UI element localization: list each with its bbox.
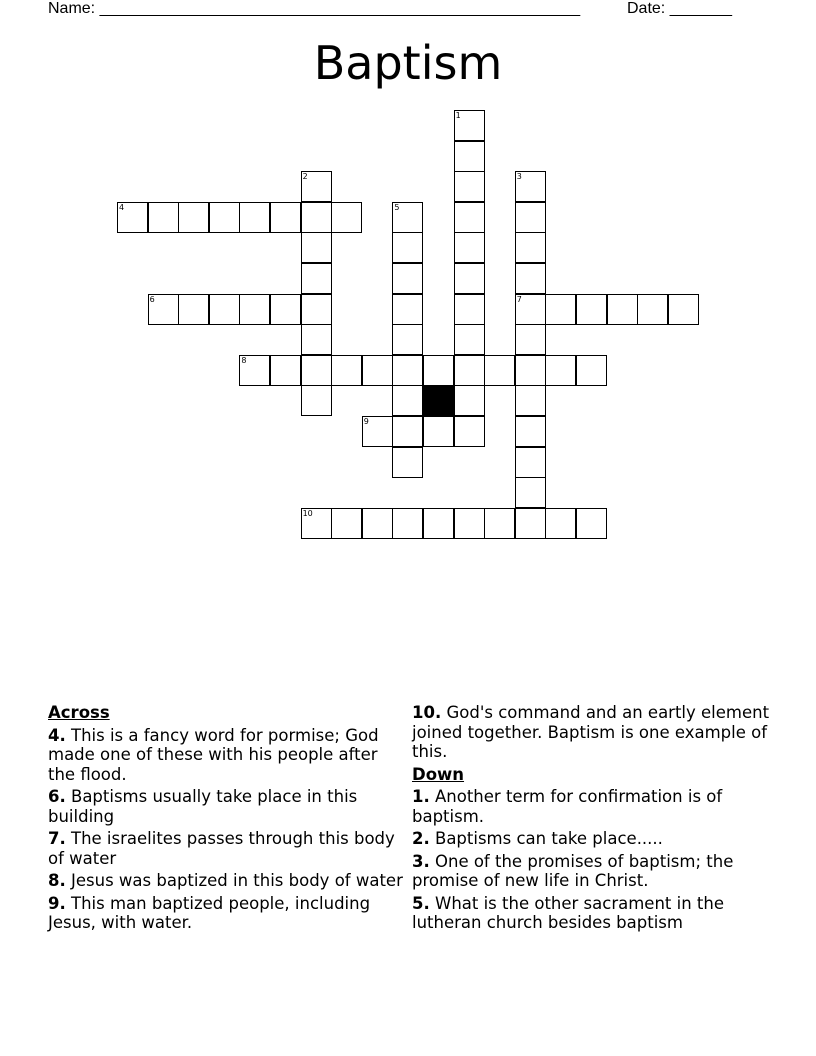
name-field[interactable]: Name: ______________________________________________________	[48, 0, 581, 17]
grid-cell[interactable]	[392, 447, 423, 478]
grid-cell[interactable]	[209, 294, 240, 325]
clue-down-5	[412, 894, 782, 933]
grid-cell[interactable]	[301, 324, 332, 355]
grid-cell[interactable]	[392, 508, 423, 539]
clue-number: 3.	[412, 851, 430, 871]
grid-cell[interactable]	[331, 202, 362, 233]
clue-text: Baptisms can take place.....	[435, 829, 663, 848]
clue-text: Another term for confirmation is of baptism.	[412, 787, 723, 826]
grid-cell[interactable]	[392, 294, 423, 325]
grid-cell[interactable]	[362, 508, 393, 539]
grid-cell[interactable]	[392, 324, 423, 355]
clue-down-2	[412, 829, 782, 849]
grid-cell[interactable]	[515, 294, 546, 325]
clue-number: 6.	[48, 787, 66, 806]
grid-cell[interactable]	[392, 416, 423, 447]
grid-cell[interactable]	[454, 355, 485, 386]
grid-cell[interactable]	[331, 355, 362, 386]
clue-across-6	[48, 787, 403, 826]
clue-across-9	[48, 894, 403, 933]
grid-cell[interactable]	[515, 477, 546, 508]
grid-cell[interactable]	[423, 355, 454, 386]
grid-cell[interactable]	[576, 294, 607, 325]
grid-cell[interactable]	[515, 232, 546, 263]
cell-number: 1	[455, 111, 461, 120]
grid-cell[interactable]	[515, 324, 546, 355]
grid-cell[interactable]	[515, 202, 546, 233]
clues-column-left	[48, 703, 403, 936]
grid-cell[interactable]	[454, 416, 485, 447]
grid-cell[interactable]	[270, 355, 301, 386]
clue-number: 8.	[48, 871, 66, 890]
grid-cell[interactable]	[515, 171, 546, 202]
grid-cell[interactable]	[454, 110, 485, 141]
cell-number: 7	[516, 294, 522, 304]
down-heading: Down	[412, 764, 465, 784]
grid-cell[interactable]	[239, 202, 270, 233]
clue-number: 5.	[412, 893, 430, 913]
grid-cell[interactable]	[515, 355, 546, 386]
clue-across-4	[48, 726, 403, 785]
grid-cell[interactable]	[301, 294, 332, 325]
clue-text: God's command and an eartly element joined together. Baptism is one example of this.	[412, 703, 770, 761]
grid-cell[interactable]	[392, 263, 423, 294]
grid-cell[interactable]	[515, 263, 546, 294]
grid-block	[423, 385, 454, 416]
grid-cell[interactable]	[515, 385, 546, 416]
cell-number: 8	[241, 355, 247, 365]
grid-cell[interactable]	[576, 508, 607, 539]
clues-column-right	[412, 703, 782, 936]
grid-cell[interactable]	[392, 355, 423, 386]
clue-number: 7.	[48, 829, 66, 848]
clue-text: This is a fancy word for pormise; God made one of these with his people after the flood.	[48, 725, 379, 784]
clue-number: 9.	[48, 893, 66, 913]
grid-cell[interactable]	[484, 508, 515, 539]
grid-cell[interactable]	[668, 294, 699, 325]
grid-cell[interactable]	[301, 171, 332, 202]
clue-number: 10.	[412, 703, 442, 722]
grid-cell[interactable]	[423, 508, 454, 539]
grid-cell[interactable]	[484, 355, 515, 386]
clue-text: This man baptized people, including Jesus, with water.	[48, 893, 371, 932]
clue-text: One of the promises of baptism; the promise of new life in Christ.	[412, 851, 734, 890]
grid-cell[interactable]	[270, 294, 301, 325]
clue-down-1	[412, 787, 782, 826]
grid-cell[interactable]	[178, 202, 209, 233]
grid-cell[interactable]	[545, 508, 576, 539]
grid-cell[interactable]	[454, 202, 485, 233]
grid-cell[interactable]	[178, 294, 209, 325]
cell-number: 9	[363, 417, 369, 426]
cell-number: 4	[119, 202, 125, 212]
grid-cell[interactable]	[362, 416, 393, 447]
grid-cell[interactable]	[545, 355, 576, 386]
grid-cell[interactable]	[331, 508, 362, 539]
grid-cell[interactable]	[148, 202, 179, 233]
grid-cell[interactable]	[301, 202, 332, 233]
grid-cell[interactable]	[515, 416, 546, 447]
clue-text: Jesus was baptized in this body of water	[71, 871, 403, 890]
grid-cell[interactable]	[515, 447, 546, 478]
grid-cell[interactable]	[301, 232, 332, 263]
clue-across-7	[48, 829, 403, 868]
grid-cell[interactable]	[454, 263, 485, 294]
across-heading: Across	[48, 703, 110, 722]
grid-cell[interactable]	[392, 385, 423, 416]
clue-across-10	[412, 703, 782, 762]
clue-across-8	[48, 871, 403, 891]
clue-number: 1.	[412, 787, 430, 806]
grid-cell[interactable]	[239, 294, 270, 325]
clue-text: The israelites passes through this body of water	[48, 829, 395, 868]
grid-cell[interactable]	[454, 232, 485, 263]
clue-text: What is the other sacrament in the lutheran church besides baptism	[412, 893, 724, 932]
grid-cell[interactable]	[148, 294, 179, 325]
clue-number: 2.	[412, 829, 430, 848]
grid-cell[interactable]	[117, 202, 148, 233]
grid-cell[interactable]	[209, 202, 240, 233]
grid-cell[interactable]	[301, 263, 332, 294]
date-field[interactable]: Date: _______	[627, 0, 732, 17]
cell-number: 3	[516, 172, 522, 182]
cell-number: 6	[149, 294, 155, 304]
grid-cell[interactable]	[362, 355, 393, 386]
grid-cell[interactable]	[454, 385, 485, 416]
grid-cell[interactable]	[392, 202, 423, 233]
grid-cell[interactable]	[270, 202, 301, 233]
clue-text: Baptisms usually take place in this building	[48, 787, 358, 826]
grid-cell[interactable]	[454, 141, 485, 172]
grid-cell[interactable]	[637, 294, 668, 325]
grid-cell[interactable]	[301, 385, 332, 416]
clue-down-3	[412, 852, 782, 891]
grid-cell[interactable]	[239, 355, 270, 386]
cell-number: 10	[302, 508, 313, 518]
cell-number: 2	[302, 172, 308, 182]
grid-cell[interactable]	[454, 324, 485, 355]
grid-cell[interactable]	[423, 416, 454, 447]
page-title: Baptism	[313, 36, 503, 90]
grid-cell[interactable]	[515, 508, 546, 539]
grid-cell[interactable]	[607, 294, 638, 325]
grid-cell[interactable]	[454, 294, 485, 325]
cell-number: 5	[394, 202, 400, 212]
clue-number: 4.	[48, 725, 66, 745]
grid-cell[interactable]	[301, 355, 332, 386]
grid-cell[interactable]	[301, 508, 332, 539]
grid-cell[interactable]	[576, 355, 607, 386]
grid-cell[interactable]	[454, 171, 485, 202]
grid-cell[interactable]	[545, 294, 576, 325]
grid-cell[interactable]	[454, 508, 485, 539]
grid-cell[interactable]	[392, 232, 423, 263]
